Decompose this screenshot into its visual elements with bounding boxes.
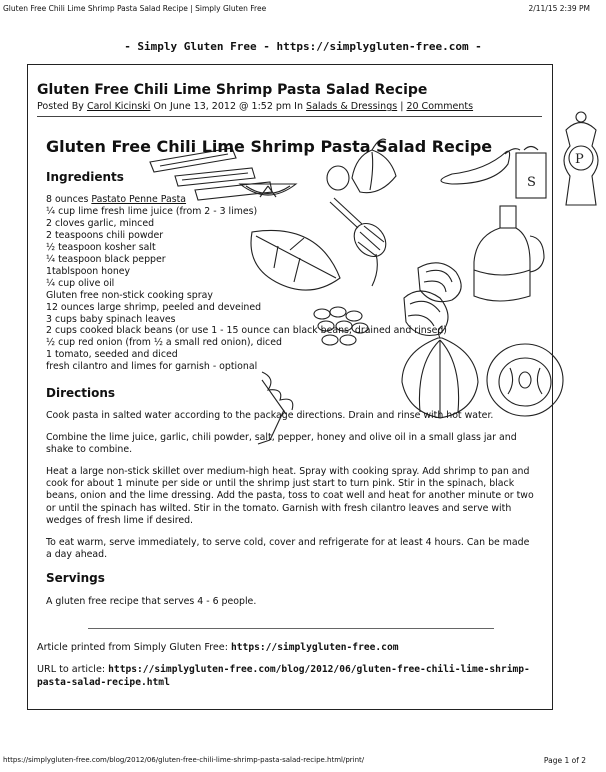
site-url-link[interactable]: https://simplygluten-free.com	[231, 642, 399, 653]
byline-prefix: Posted By	[37, 101, 84, 112]
salt-label: S	[527, 175, 536, 190]
site-banner: - Simply Gluten Free - https://simplygluten-free.com -	[124, 40, 482, 53]
direction-step: Heat a large non-stick skillet over medium-high heat. Spray with cooking spray. Add shrimp to pan and cook for about 1 minute per side or until the shrimp just start to turn pink. Stir in the spinach, black beans, onion and the lime dressing. Add the pasta, toss to coat well and heat for another minute or two or until the spinach has wilted. Stir in the tomato. Garnish with fresh cilantro leaves and serve with wedges of fresh lime if desired.	[46, 466, 534, 526]
page-number: Page 1 of 2	[543, 756, 586, 765]
ingredient-item: 3 cups baby spinach leaves	[46, 313, 176, 325]
ingredient-item: 8 ounces Pastato Penne Pasta	[46, 194, 187, 205]
ingredient-item: 2 cups cooked black beans (or use 1 - 15 ounce can black beans, drained and rinsed)	[46, 325, 447, 337]
printed-from	[37, 642, 399, 653]
ingredient-item: Gluten free non-stick cooking spray	[46, 289, 213, 301]
directions-heading: Directions	[46, 386, 116, 400]
ingredients-heading: Ingredients	[46, 170, 124, 184]
printed-from-label: Article printed from Simply Gluten Free:	[37, 642, 228, 653]
ingredient-item: ½ teaspoon kosher salt	[46, 241, 156, 253]
print-header-datetime: 2/11/15 2:39 PM	[528, 4, 590, 13]
ingredient-item: 12 ounces large shrimp, peeled and deveined	[46, 301, 262, 313]
byline-date: On June 13, 2012 @ 1:52 pm In	[153, 101, 304, 112]
pepper-mill-sketch	[564, 112, 598, 205]
ingredient-item: 2 cloves garlic, minced	[46, 217, 155, 229]
footer-divider	[88, 628, 494, 629]
direction-step: Combine the lime juice, garlic, chili powder, salt, pepper, honey and olive oil in a small glass jar and shake to combine.	[46, 432, 517, 456]
print-footer-url: https://simplygluten-free.com/blog/2012/06/gluten-free-chili-lime-shrimp-pasta-salad-recipe.html/print/	[3, 756, 365, 764]
direction-step: Cook pasta in salted water according to the package directions. Drain and rinse with hot water.	[46, 410, 494, 421]
direction-step: To eat warm, serve immediately, to serve cold, cover and refrigerate for at least 4 hours. Can be made a day ahead.	[46, 537, 530, 561]
ingredient-item: fresh cilantro and limes for garnish - optional	[46, 361, 258, 373]
pasta-product-link[interactable]: Pastato Penne Pasta	[91, 194, 187, 205]
article-url-label: URL to article:	[37, 664, 106, 675]
article-url-link[interactable]: https://simplygluten-free.com/blog/2012/06/gluten-free-chili-lime-shrimp-pasta-salad-recipe.html	[37, 664, 530, 688]
servings-heading: Servings	[46, 571, 105, 585]
ingredient-item: 1tablspoon honey	[46, 265, 131, 277]
ingredients-list	[46, 194, 447, 373]
byline	[37, 101, 473, 112]
article-url-block	[37, 663, 547, 689]
article-title: Gluten Free Chili Lime Shrimp Pasta Salad Recipe	[46, 137, 493, 156]
ingredient-item: 1 tomato, seeded and diced	[46, 349, 178, 361]
title-divider	[37, 116, 542, 117]
servings-text: A gluten free recipe that serves 4 - 6 people.	[46, 596, 257, 607]
ingredient-item: ½ cup red onion (from ½ a small red onion), diced	[46, 337, 282, 349]
ingredient-item: ¼ cup olive oil	[46, 277, 115, 289]
byline-divider: |	[400, 101, 404, 112]
comments-link[interactable]: 20 Comments	[406, 101, 474, 112]
ingredient-item: 2 teaspoons chili powder	[46, 229, 164, 241]
print-header-title: Gluten Free Chili Lime Shrimp Pasta Salad Recipe | Simply Gluten Free	[3, 4, 267, 13]
ingredient-item: ¼ cup lime fresh lime juice (from 2 - 3 limes)	[46, 205, 258, 217]
author-link[interactable]: Carol Kicinski	[86, 101, 151, 112]
category-link[interactable]: Salads & Dressings	[306, 101, 398, 112]
ingredient-item: ¼ teaspoon black pepper	[46, 253, 166, 265]
pepper-label: P	[575, 152, 584, 167]
post-title: Gluten Free Chili Lime Shrimp Pasta Salad Recipe	[37, 82, 428, 98]
